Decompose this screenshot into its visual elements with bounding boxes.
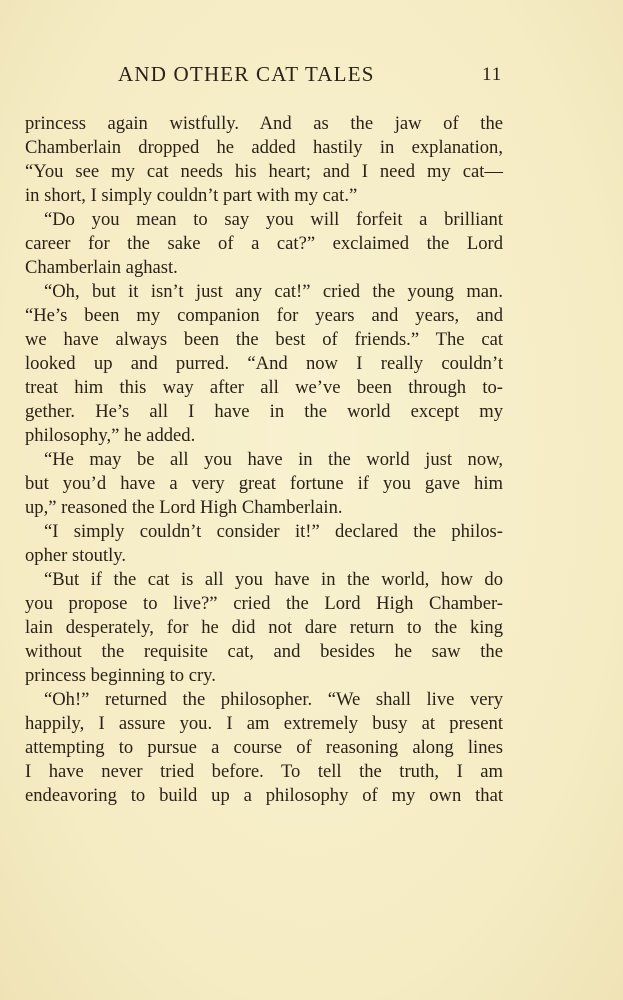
text-line: lain desperately, for he did not dare return to the king <box>25 617 503 638</box>
text-line: “He’s been my companion for years and years, and <box>25 305 503 326</box>
text-line: Chamberlain aghast. <box>25 257 178 278</box>
text-line: endeavoring to build up a philosophy of my own that <box>25 785 503 806</box>
text-line: treat him this way after all we’ve been through to- <box>25 377 503 398</box>
text-line: but you’d have a very great fortune if you gave him <box>25 473 503 494</box>
body-text <box>25 112 503 808</box>
page-number: 11 <box>482 64 503 85</box>
text-line: “Oh, but it isn’t just any cat!” cried the young man. <box>44 281 503 302</box>
text-line: career for the sake of a cat?” exclaimed the Lord <box>25 233 503 254</box>
text-line: “You see my cat needs his heart; and I need my cat— <box>25 161 503 182</box>
text-line: without the requisite cat, and besides he saw the <box>25 641 503 662</box>
text-line: princess beginning to cry. <box>25 665 216 686</box>
text-line: we have always been the best of friends.” The cat <box>25 329 503 350</box>
text-line: philosophy,” he added. <box>25 425 196 446</box>
text-line: “But if the cat is all you have in the world, how do <box>44 569 503 590</box>
text-line: in short, I simply couldn’t part with my cat.” <box>25 185 358 206</box>
text-line: looked up and purred. “And now I really couldn’t <box>25 353 503 374</box>
text-line: “He may be all you have in the world just now, <box>44 449 503 470</box>
text-line: you propose to live?” cried the Lord High Chamber- <box>25 593 503 614</box>
text-line: gether. He’s all I have in the world except my <box>25 401 503 422</box>
text-line: opher stoutly. <box>25 545 127 566</box>
running-head-title: AND OTHER CAT TALES <box>118 62 375 86</box>
text-line: I have never tried before. To tell the truth, I am <box>25 761 503 782</box>
text-line: attempting to pursue a course of reasoning along lines <box>25 737 503 758</box>
text-line: “I simply couldn’t consider it!” declared the philos- <box>44 521 503 542</box>
text-line: “Do you mean to say you will forfeit a brilliant <box>44 209 503 230</box>
text-line: “Oh!” returned the philosopher. “We shall live very <box>44 689 503 710</box>
running-head <box>0 62 623 92</box>
text-line: up,” reasoned the Lord High Chamberlain. <box>25 497 343 518</box>
text-line: princess again wistfully. And as the jaw of the <box>25 113 503 134</box>
text-line: Chamberlain dropped he added hastily in explanation, <box>25 137 503 158</box>
text-line: happily, I assure you. I am extremely busy at present <box>25 713 503 734</box>
